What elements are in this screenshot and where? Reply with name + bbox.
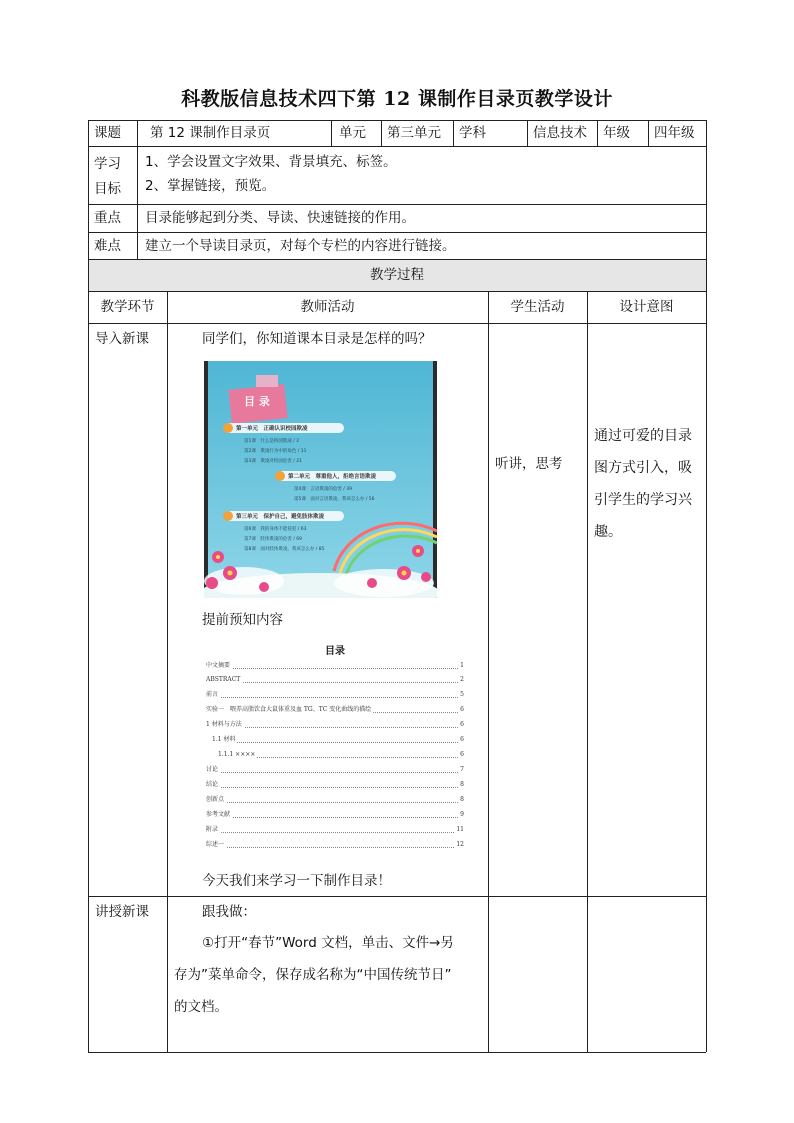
toc-entry: 中文摘要 1 xyxy=(206,660,464,672)
key-value: 目录能够起到分类、导读、快速链接的作用。 xyxy=(145,210,415,226)
new-lesson-line-4: 的文档。 xyxy=(174,999,228,1015)
intro-stage: 导入新课 xyxy=(95,331,149,347)
new-lesson-line-2: ①打开“春节”Word 文档，单击、文件→另 xyxy=(202,935,454,951)
col-teacher: 教师活动 xyxy=(300,299,355,315)
intro-closing: 今天我们来学习一下制作目录！ xyxy=(202,873,391,889)
unit-value: 第三单元 xyxy=(387,125,441,141)
col-intent: 设计意图 xyxy=(619,299,674,315)
key-label: 重点 xyxy=(94,210,121,226)
toc-entry: 综述一 12 xyxy=(206,839,464,851)
col-stage: 教学环节 xyxy=(100,299,155,315)
subject-label: 学科 xyxy=(459,125,486,141)
process-header: 教学过程 xyxy=(370,267,424,283)
toc-entry: 参考文献 9 xyxy=(206,809,464,821)
col-student: 学生活动 xyxy=(510,299,565,315)
unit-label: 单元 xyxy=(339,125,366,141)
intro-question: 同学们，你知道课本目录是怎样的吗？ xyxy=(202,331,432,347)
grade-label: 年级 xyxy=(603,125,630,141)
photo-unit3: 第三单元 保护自己，避免肢体欺凌 xyxy=(236,514,325,520)
intro-design-intent: 通过可爱的目录图方式引入，吸引学生的学习兴趣。 xyxy=(594,428,692,540)
photo-unit3-items: 第6课 我的身体不能侵犯 / 63 第7课 肢体欺凌的危害 / 69 第8课 面对肢体欺凌，我该怎么办 / 85 xyxy=(244,527,325,552)
difficulty-value: 建立一个导读目录页，对每个专栏的内容进行链接。 xyxy=(145,238,456,254)
goal-item-1: 1、学会设置文字效果、背景填充、标签。 xyxy=(145,154,397,170)
toc-entry: 1.1.1 ×××× 6 xyxy=(218,749,464,761)
toc-entry: 前言 5 xyxy=(206,689,464,701)
photo-heading: 目 录 xyxy=(244,395,270,408)
photo-unit1-items: 第1课 什么是校园欺凌 / 2 第2课 欺凌行为中的角色 / 11 第3课 欺凌对校园危害 / 21 xyxy=(244,439,307,464)
new-lesson-line-3: 存为”菜单命令，保存成名称为“中国传统节日” xyxy=(174,967,452,983)
toc-entry: 创新点 8 xyxy=(206,794,464,806)
sample-toc-image xyxy=(202,636,468,858)
toc-entry: 1.1 材料 6 xyxy=(212,734,464,746)
subject-value: 信息技术 xyxy=(533,125,587,141)
document-title: 科教版信息技术四下第 12 课制作目录页教学设计 xyxy=(181,88,613,110)
toc-entry: 结论 8 xyxy=(206,779,464,791)
toc-entry: 讨论 7 xyxy=(206,764,464,776)
goal-item-2: 2、掌握链接，预览。 xyxy=(145,178,276,194)
photo-unit2-items: 第4课 言语欺凌的危害 / 39 第5课 面对言语欺凌，我该怎么办 / 56 xyxy=(294,487,375,502)
toc-heading: 目录 xyxy=(325,646,345,657)
photo-unit1: 第一单元 正确认识校园欺凌 xyxy=(236,426,308,432)
new-lesson-line-1: 跟我做： xyxy=(202,904,256,920)
toc-entry: ABSTRACT 2 xyxy=(206,674,464,686)
textbook-toc-photo xyxy=(204,361,437,598)
toc-entry: 实验一 喂养高脂饮食大鼠体重及血 TG、TC 变化曲线的描绘 6 xyxy=(206,704,464,716)
preview-label: 提前预知内容 xyxy=(202,612,283,628)
goals-label-2: 目标 xyxy=(94,181,121,197)
lesson-label: 课题 xyxy=(94,125,121,141)
new-lesson-stage: 讲授新课 xyxy=(95,904,149,920)
intro-student-activity: 听讲，思考 xyxy=(495,456,563,472)
photo-unit2: 第二单元 尊重他人，拒绝言语欺凌 xyxy=(288,474,377,480)
goals-label-1: 学习 xyxy=(94,156,121,172)
toc-entry: 附录 11 xyxy=(206,824,464,836)
lesson-value: 第 12 课制作目录页 xyxy=(150,125,271,141)
toc-entry: 1 材料与方法 6 xyxy=(206,719,464,731)
grade-value: 四年级 xyxy=(654,125,695,141)
difficulty-label: 难点 xyxy=(94,238,121,254)
